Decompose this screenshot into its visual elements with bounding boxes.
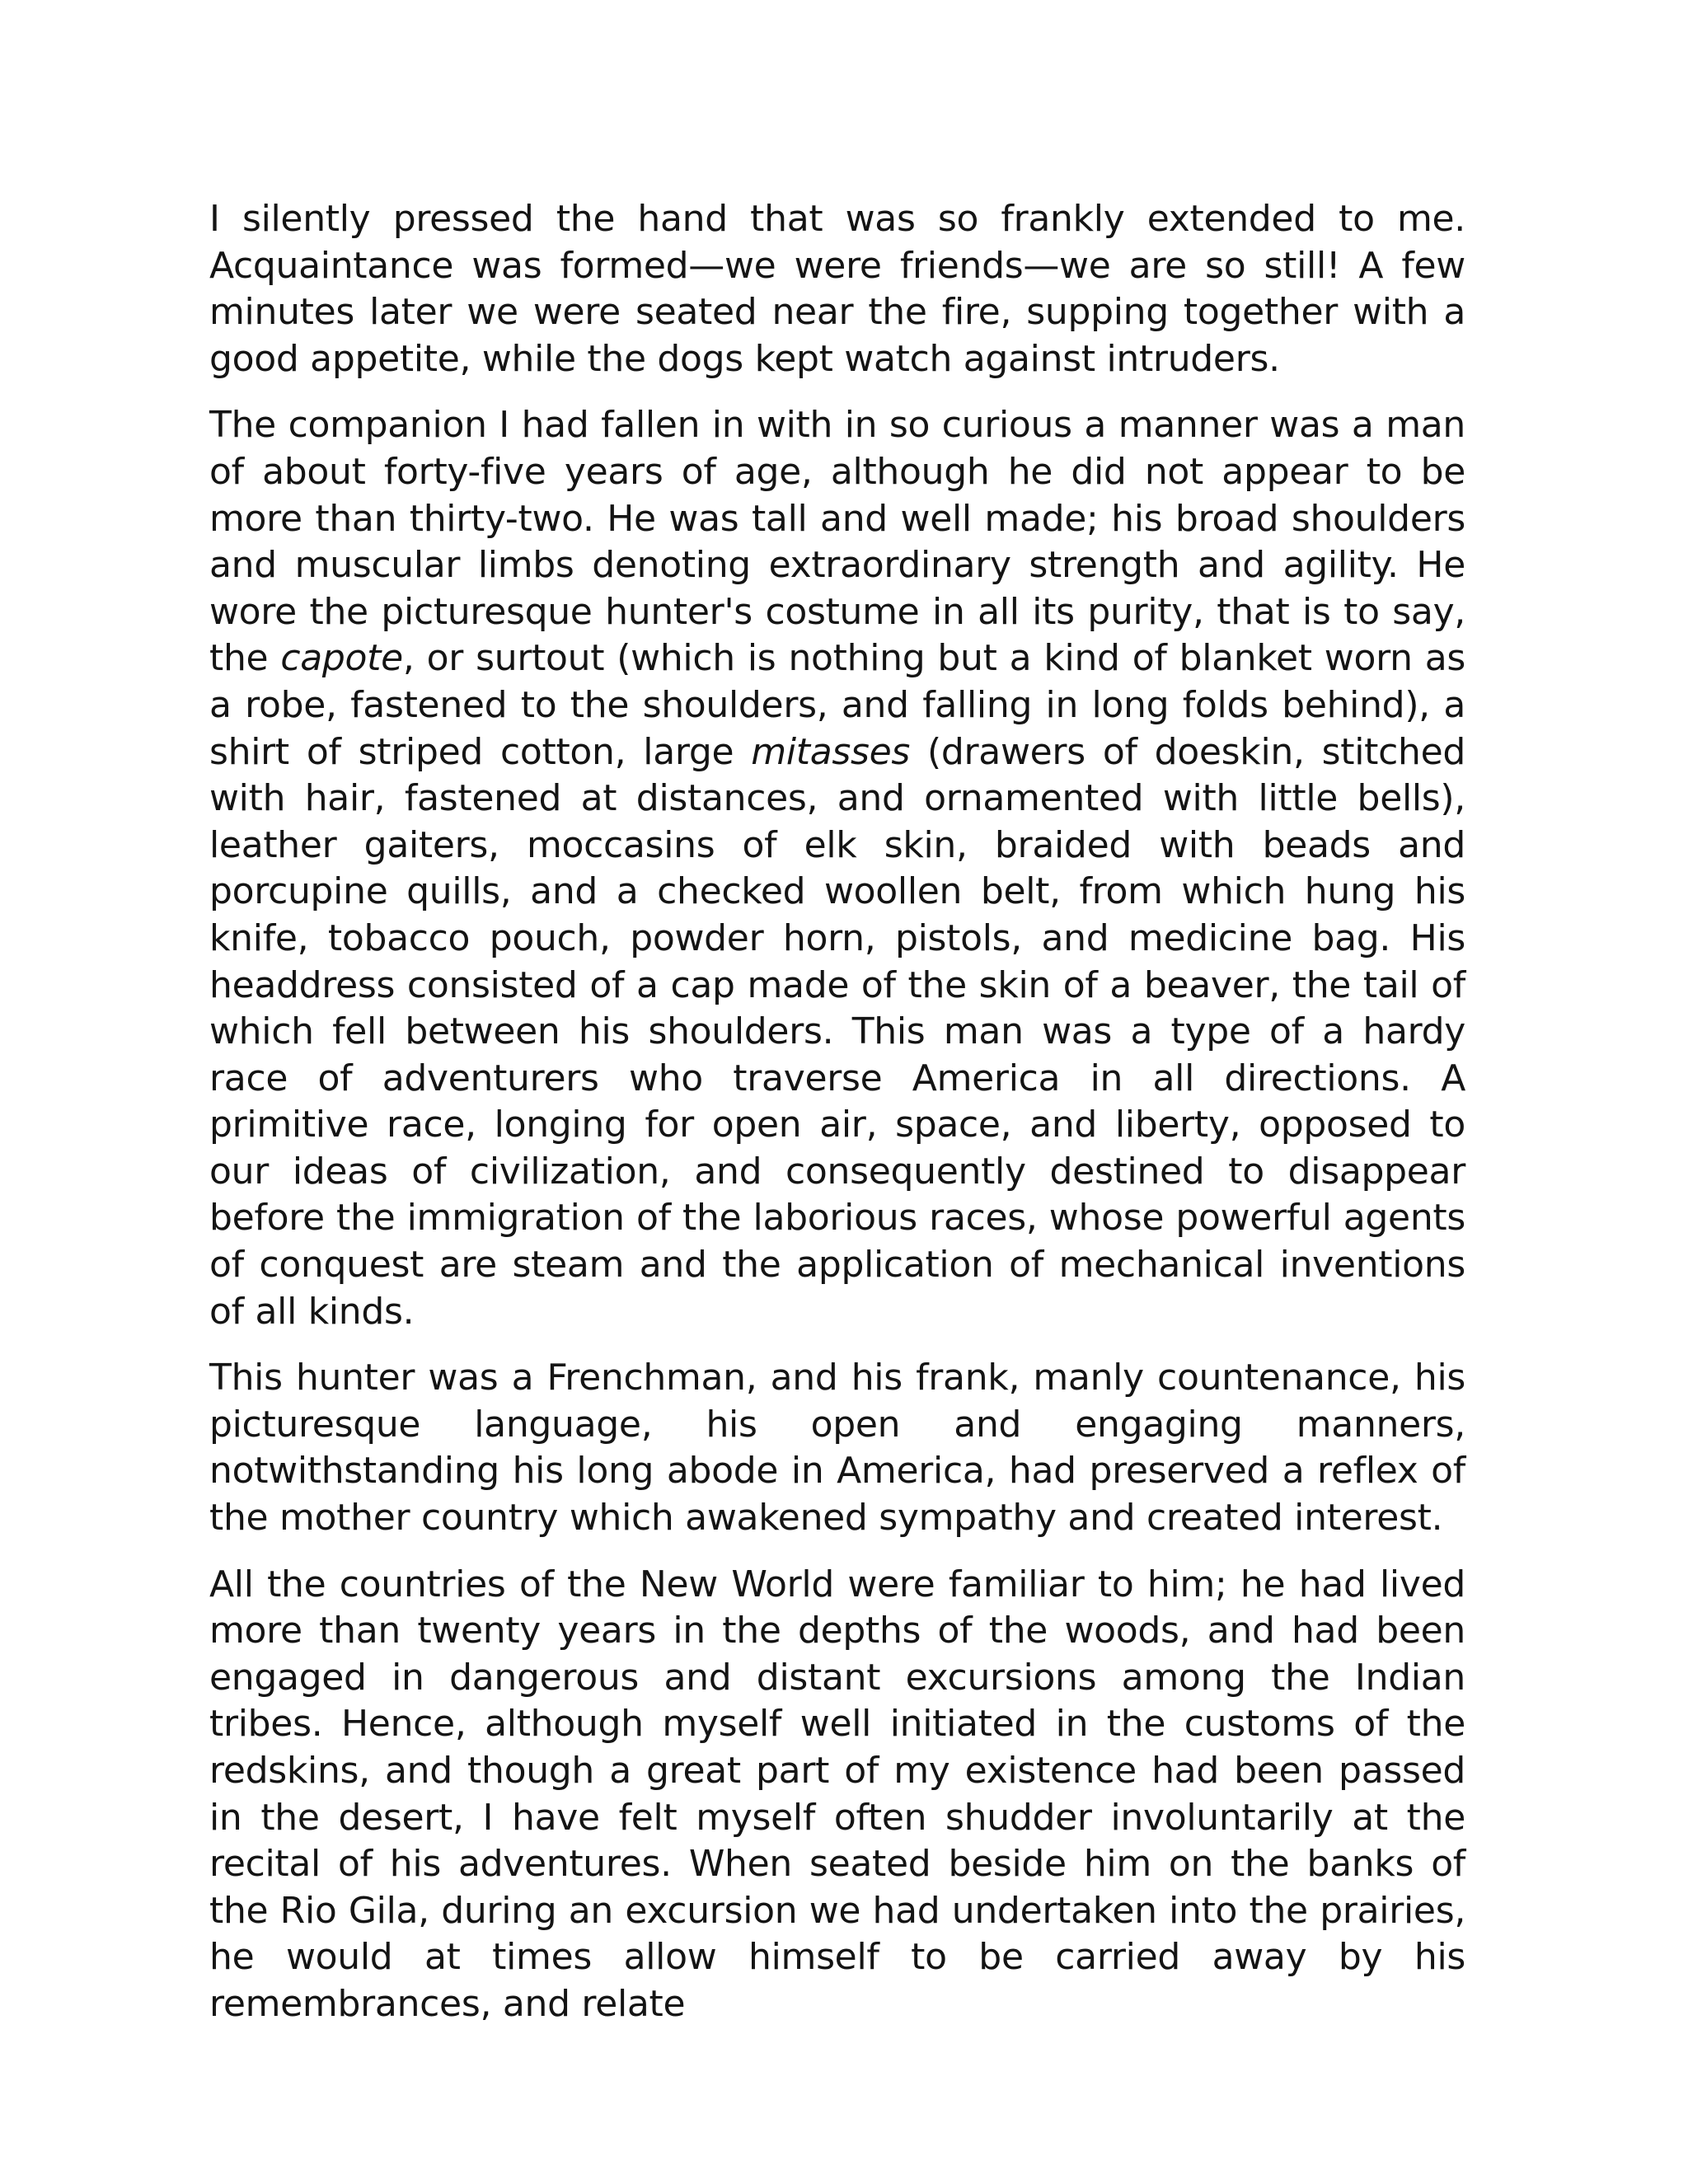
document-page <box>209 196 1465 2048</box>
paragraph-2 <box>209 402 1465 1335</box>
paragraph-2-text-c: (drawers of doeskin, stitched with hair, fastened at distances, and ornamented with little bells), leather gaiters, moccasins of elk skin, braided with beads and porcupine quills, and a checked woollen belt, from which hung his knife, tobacco pouch, powder horn, pistols, and medicine bag. His headdress consisted of a cap made of the skin of a beaver, the tail of which fell between his shoulders. This man was a type of a hardy race of adventurers who traverse America in all directions. A primitive race, longing for open air, space, and liberty, opposed to our ideas of civilization, and consequently destined to disappear before the immigration of the laborious races, whose powerful agents of conquest are steam and the application of mechanical inventions of all kinds. <box>209 730 1465 1333</box>
paragraph-1 <box>209 196 1465 382</box>
paragraph-1-text: I silently pressed the hand that was so frankly extended to me. Acquaintance was formed—we were friends—we are so still! A few minutes later we were seated near the fire, supping together with a good appetite, while the dogs kept watch against intruders. <box>209 198 1465 380</box>
italic-term-mitasses: mitasses <box>751 730 911 773</box>
paragraph-3 <box>209 1355 1465 1541</box>
italic-term-capote: capote <box>280 637 403 680</box>
paragraph-3-text: This hunter was a Frenchman, and his frank, manly countenance, his picturesque language, his open and engaging manners, notwithstanding his long abode in America, had preserved a reflex of the mother country which awakened sympathy and created interest. <box>209 1357 1465 1540</box>
paragraph-4-text: All the countries of the New World were familiar to him; he had lived more than twenty years in the depths of the woods, and had been engaged in dangerous and distant excursions among the Indian tribes. Hence, although myself well initiated in the customs of the redskins, and though a great part of my existence had been passed in the desert, I have felt myself often shudder involuntarily at the recital of his adventures. When seated beside him on the banks of the Rio Gila, during an excursion we had undertaken into the prairies, he would at times allow himself to be carried away by his remembrances, and relate <box>209 1563 1465 2025</box>
paragraph-2-text-a: The companion I had fallen in with in so curious a manner was a man of about forty-five years of age, although he did not appear to be more than thirty-two. He was tall and well made; his broad shoulders and muscular limbs denoting extraordinary strength and agility. He wore the picturesque hunter's costume in all its purity, that is to say, the <box>209 404 1465 680</box>
paragraph-4 <box>209 1562 1465 2028</box>
paragraph-2-text-b: , or surtout (which is nothing but a kind of blanket worn as a robe, fastened to the shoulders, and falling in long folds behind), a shirt of striped cotton, large <box>209 637 1466 773</box>
